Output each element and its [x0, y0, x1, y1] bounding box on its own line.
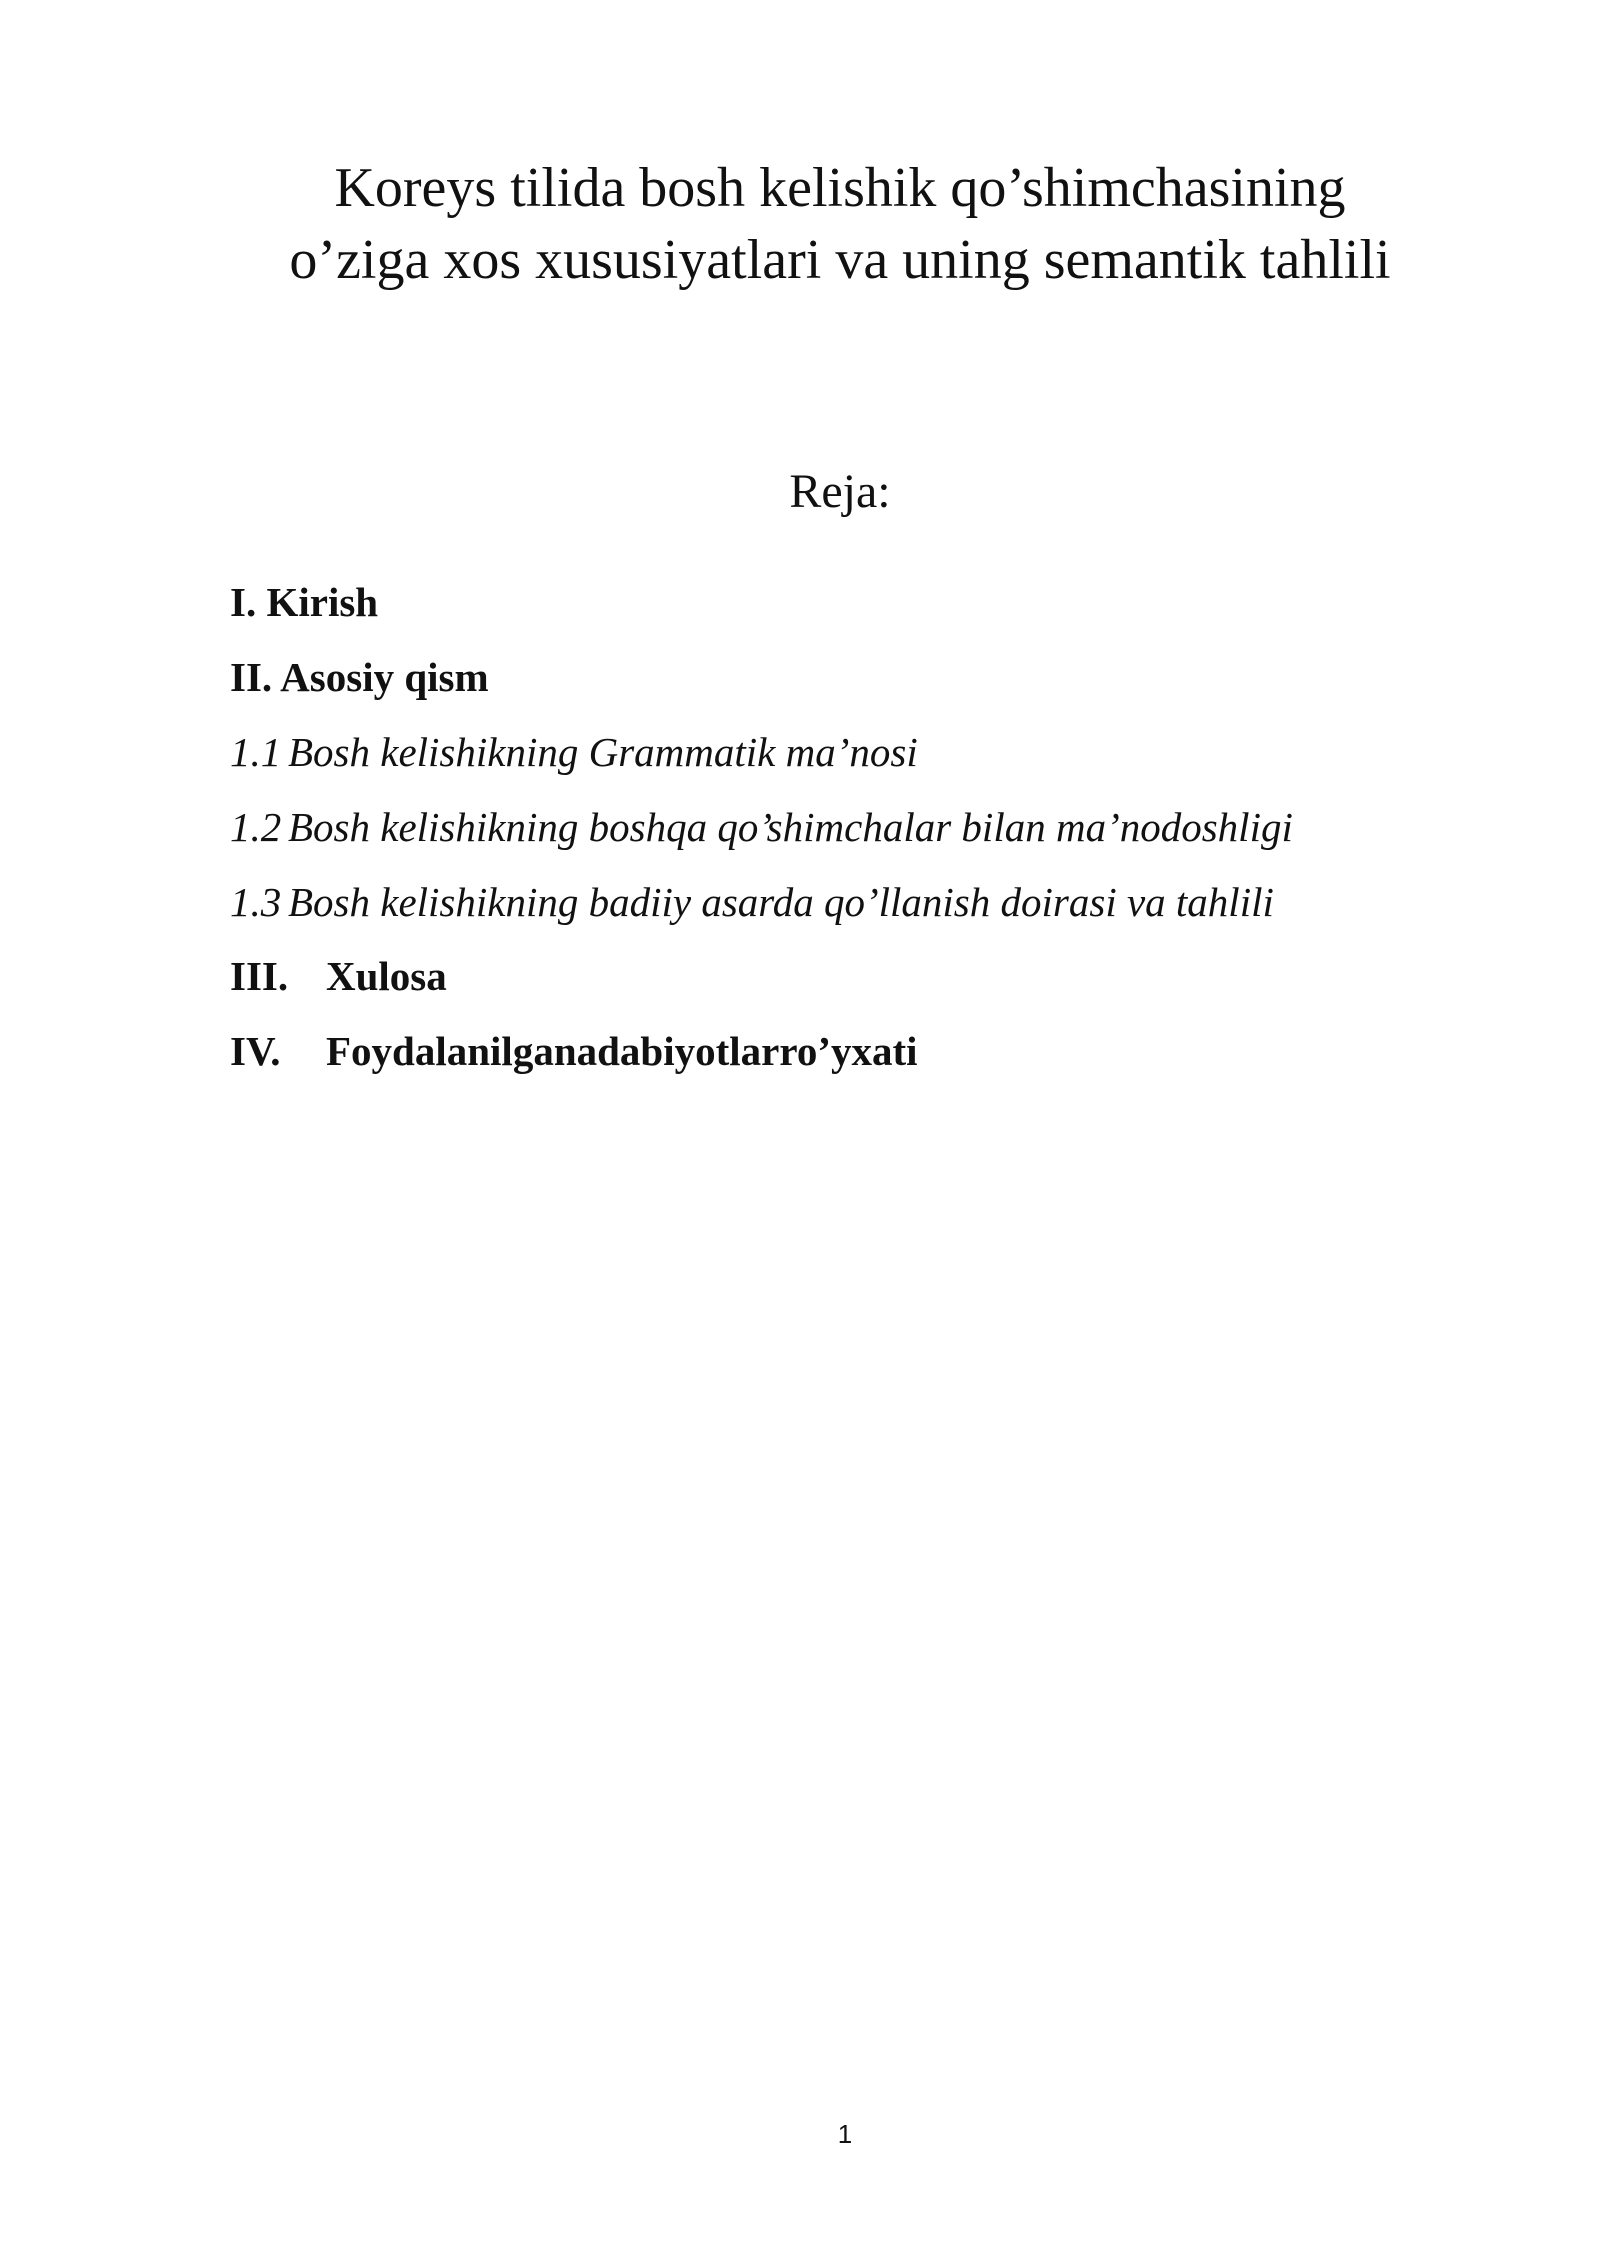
toc-item-text: Bosh kelishikning Grammatik ma’nosi: [288, 729, 918, 775]
page-number: 1: [837, 2119, 853, 2149]
toc-item-number: 1.3: [230, 879, 282, 925]
toc-item-text: Bosh kelishikning boshqa qo’shimchalar bilan ma’nodoshligi: [288, 804, 1293, 850]
document-title-line-2: o’ziga xos xususiyatlari va uning semantik tahlili: [289, 229, 1391, 291]
document-title-line-1: Koreys tilida bosh kelishik qo’shimchasining: [334, 157, 1346, 219]
plan-heading: Reja:: [789, 465, 891, 518]
toc-item-number: 1.1: [230, 729, 282, 775]
toc-item-number: I.: [230, 579, 257, 625]
toc-item-text: Foydalanilganadabiyotlarro’yxati: [326, 1028, 918, 1074]
toc-subitem-1-3: [230, 876, 1430, 928]
toc-item-number: IV.: [230, 1028, 281, 1074]
toc-item-text: Asosiy qism: [280, 654, 489, 700]
toc-item-foydalanilgan-adabiyotlar: [230, 1025, 1430, 1077]
toc-item-text: Xulosa: [326, 953, 447, 999]
toc-subitem-1-2: [230, 801, 1430, 853]
toc-item-number: II.: [230, 654, 273, 700]
toc-item-text: Bosh kelishikning badiiy asarda qo’llanish doirasi va tahlili: [288, 879, 1274, 925]
toc-item-kirish: [230, 576, 1430, 628]
toc-item-number: 1.2: [230, 804, 282, 850]
toc-item-xulosa: [230, 950, 1430, 1002]
toc-subitem-1-1: [230, 726, 1430, 778]
toc-item-text: Kirish: [266, 579, 379, 625]
toc-item-number: III.: [230, 953, 289, 999]
toc-item-asosiy-qism: [230, 651, 1430, 703]
